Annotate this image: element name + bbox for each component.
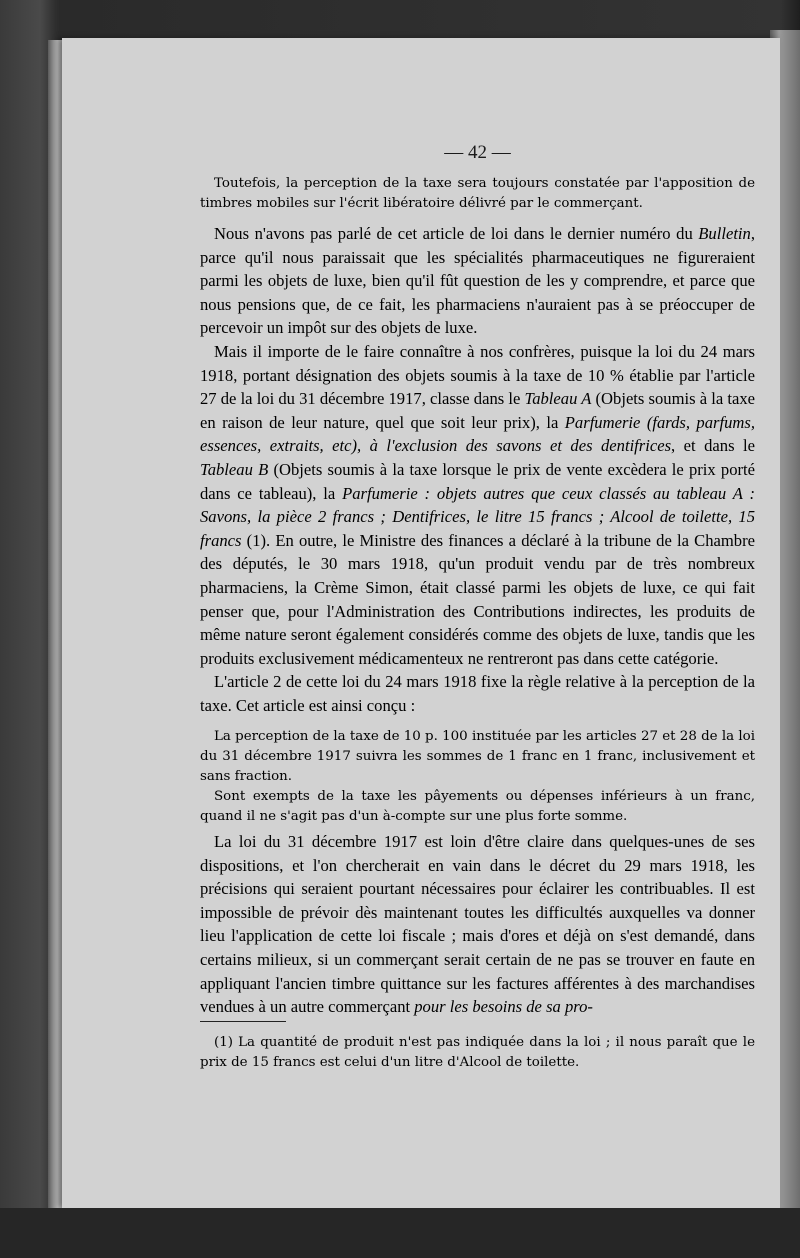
paragraph-1: Nous n'avons pas parlé de cet article de loi dans le dernier numéro du Bulletin, parce qu'il nous paraissait que les spécialités pharmaceutiques ne figureraient parmi les objets de luxe, bien qu'il fût question de les y comprendre, et parce que nous pensions que, de ce fait, les pharmaciens n'auraient pas à se préoccuper de percevoir un impôt sur des objets de luxe. <box>200 224 755 338</box>
paragraph-3: L'article 2 de cette loi du 24 mars 1918 fixe la règle relative à la perception de la taxe. Cet article est ainsi conçu : <box>200 672 755 715</box>
paragraph-4: La loi du 31 décembre 1917 est loin d'être claire dans quelques-unes de ses dispositions, et l'on chercherait en vain dans le décret du 29 mars 1918, les précisions qui seraient pourtant nécessaires pour éclairer les contribuables. Il est impossible de prévoir dès maintenant toutes les difficultés auxquelles va donner lieu l'application de cette loi fiscale ; mais d'ores et déjà on s'est demandé, dans certains milieux, si un commerçant serait certain de ne pas se trouver en faute en appliquant l'ancien timbre quittance sur les factures afférentes à des marchandises vendues à un autre commerçant pour les besoins de sa pro- <box>200 832 755 1017</box>
paragraph-2: Mais il importe de le faire connaître à nos confrères, puisque la loi du 24 mars 1918, portant désignation des objets soumis à la taxe de 10 % établie par l'article 27 de la loi du 31 décembre 1917, classe dans le Tableau A (Objets soumis à la taxe en raison de leur nature, quel que soit leur prix), la Parfumerie (fards, parfums, essences, extraits, etc), à l'exclusion des savons et des dentifrices, et dans le Tableau B (Objets soumis à la taxe lorsque le prix de vente excèdera le prix porté dans ce tableau), la Parfumerie : objets autres que ceux classés au tableau A : Savons, la pièce 2 francs ; Dentifrices, le litre 15 francs ; Alcool de toilette, 15 francs (1). En outre, le Ministre des finances a déclaré à la tribune de la Chambre des députés, le 30 mars 1918, qu'un produit vendu par de très nombreux pharmaciens, la Crème Simon, était classé parmi les objets de luxe, ce qui fait penser que, pour l'Administration des Contributions indirectes, les produits de même nature seront également considérés comme des objets de luxe, tandis que les produits exclusivement médicamenteux ne rentreront pas dans cette catégorie. <box>200 341 756 668</box>
intro-paragraph: Toutefois, la perception de la taxe sera toujours constatée par l'apposition de timbres mobiles sur l'écrit libératoire délivré par le commerçant. <box>200 176 755 211</box>
footnote: (1) La quantité de produit n'est pas indiquée dans la loi ; il nous paraît que le prix de 15 francs est celui d'un litre d'Alcool de toilette. <box>200 1035 755 1070</box>
quote-paragraph-1: La perception de la taxe de 10 p. 100 instituée par les articles 27 et 28 de la loi du 31 décembre 1917 suivra les sommes de 1 franc en 1 franc, inclusivement et sans fraction. <box>200 729 755 784</box>
closing-text <box>200 830 755 1019</box>
quote-paragraph-2: Sont exempts de la taxe les pâyements ou dépenses inférieurs à un franc, quand il ne s'agit pas d'un à-compte sur une plus forte somme. <box>200 789 755 824</box>
bottom-background <box>0 1208 800 1258</box>
page-number: — 42 — <box>444 142 511 163</box>
main-text <box>200 222 755 717</box>
footnote-rule <box>200 1021 286 1022</box>
law-quote <box>200 727 755 827</box>
